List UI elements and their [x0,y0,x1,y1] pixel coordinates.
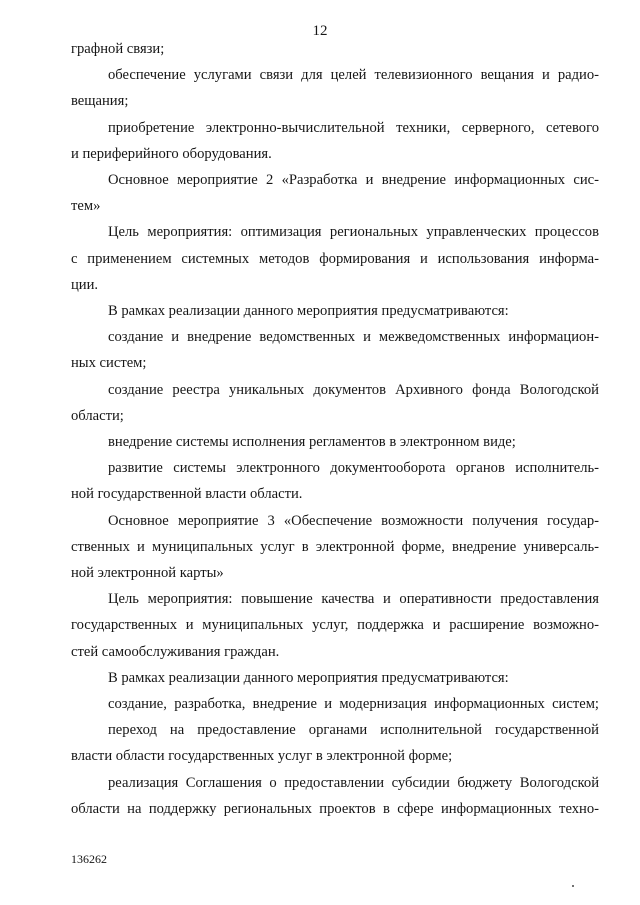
text-line: обеспечение услугами связи для целей телевизионного вещания и радио- [108,67,599,84]
scan-speck [572,885,574,887]
text-line: тем» [71,198,101,215]
text-line: и периферийного оборудования. [71,145,272,162]
text-line: создание реестра уникальных документов Архивного фонда Вологодской [108,381,599,398]
text-line: ственных и муниципальных услуг в электронной форме, внедрение универсаль- [71,538,599,555]
document-body [71,36,599,822]
text-lines [71,36,599,822]
text-line: власти области государственных услуг в электронной форме; [71,748,453,765]
text-line: развитие системы электронного документооборота органов исполнитель- [108,460,599,477]
text-line: с применением системных методов формирования и использования информа- [71,250,599,267]
document-footer-code: 136262 [71,852,107,866]
text-line: Основное мероприятие 2 «Разработка и внедрение информационных сис- [108,172,599,189]
text-line: реализация Соглашения о предоставлении субсидии бюджету Вологодской [108,774,599,791]
text-line: ных систем; [71,355,147,372]
text-line: стей самообслуживания граждан. [71,643,280,660]
text-line: Основное мероприятие 3 «Обеспечение возможности получения государ- [108,512,599,529]
text-line: Цель мероприятия: повышение качества и оперативности предоставления [108,591,599,608]
text-line: области на поддержку региональных проектов в сфере информационных техно- [71,800,599,817]
text-line: вещания; [71,93,129,110]
text-line: внедрение системы исполнения регламентов в электронном виде; [108,434,516,451]
text-line: ции. [71,276,99,293]
text-line: Цель мероприятия: оптимизация региональных управленческих процессов [108,224,599,241]
text-line: области; [71,407,124,424]
text-line: создание, разработка, внедрение и модернизация информационных систем; [108,696,599,713]
text-line: В рамках реализации данного мероприятия предусматриваются: [108,669,509,686]
text-line: ной электронной карты» [71,565,224,582]
text-line: создание и внедрение ведомственных и межведомственных информацион- [108,329,599,346]
page-number: 12 [312,23,328,39]
text-line: приобретение электронно-вычислительной техники, серверного, сетевого [108,119,599,136]
text-line: переход на предоставление органами исполнительной государственной [108,722,599,739]
text-line: В рамках реализации данного мероприятия предусматриваются: [108,303,509,320]
text-line: государственных и муниципальных услуг, поддержка и расширение возможно- [71,617,599,634]
text-line: ной государственной власти области. [71,486,303,503]
text-line: графной связи; [71,41,165,57]
